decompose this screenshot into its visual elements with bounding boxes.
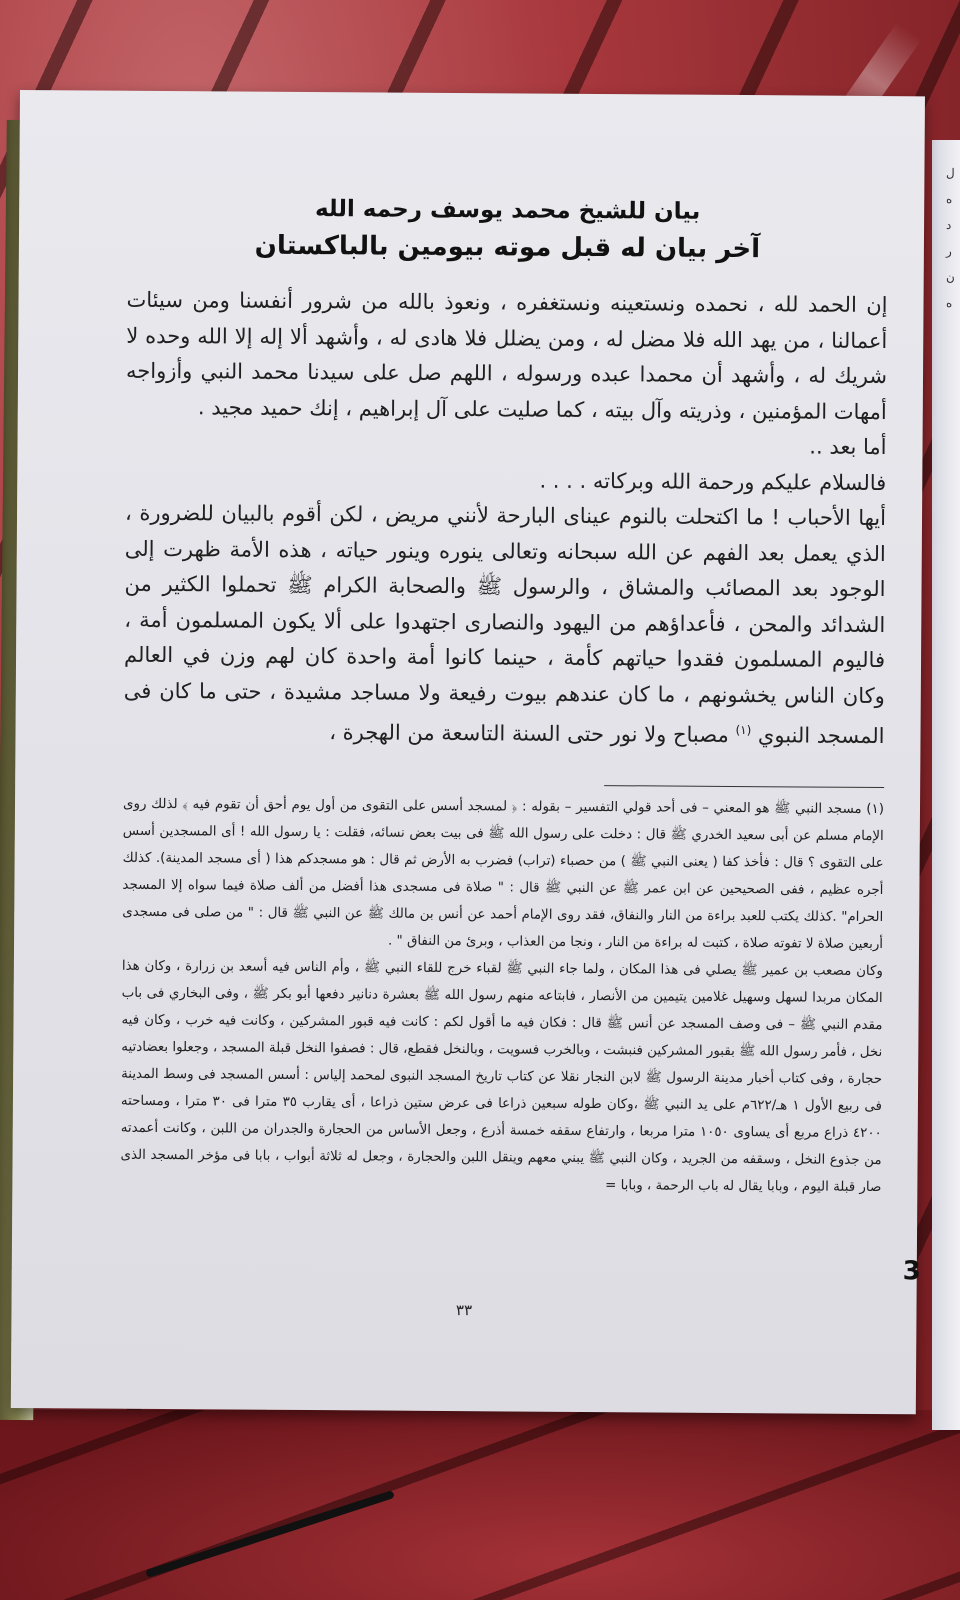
page-content [120,191,888,1201]
main-text [123,283,887,755]
adjacent-page-edge [932,140,960,1430]
page-number: ٣٣ [455,1301,473,1320]
paragraph-main-text: أيها الأحباب ! ما اكتحلت بالنوم عيناى البارحة لأنني مريض ، لكن أقوم بالبيان للضرورة ، الذي يعمل بعد الفهم عن الله سبحانه وتعالى ينوره وينور حياته ، هذه الأمة ظهرت إلى الوجود بعد المصائب والمشاق ، والرسول ﷺ والصحابة الكرام ﷺ تحملوا الكثير من الشدائد والمحن ، فأعداؤهم من اليهود والنصارى اجتهدوا على ألا يكون المسلمون أمة ، فاليوم المسلمون فقدوا حياتهم كأمة ، حينما كانوا أمة واحدة كان لهم وزن في العالم وكان الناس يخشونهم ، ما كان عندهم بيوت رفيعة ولا مساجد مشيدة ، حتى ما كان فى المسجد النبوي [123,500,887,749]
paragraph-opening: إن الحمد لله ، نحمده ونستعينه ونستغفره ، ونعوذ بالله من شرور أنفسنا ومن سيئات أعمالنا ، من يهد الله فلا مضل له ، ومن يضلل فلا هادى له ، وأشهد ألا إله إلا الله وحده لا شريك له ، وأشهد أن محمدا عبده ورسوله ، اللهم صل على سيدنا محمد النبي وأزواجه أمهات المؤمنين ، وذريته وآل بيته ، كما صليت على آل إبراهيم ، إنك حميد مجيد . [125,287,888,424]
adjacent-page-glyphs: ل ه د ر ن ه [946,166,955,310]
footnote-divider [604,785,884,788]
footnotes [120,790,884,1200]
paragraph-main-end: مصباح ولا نور حتى السنة التاسعة من الهجرة ، [329,720,729,747]
paragraph-salam: فالسلام عليكم ورحمة الله وبركاته . . . . [539,468,887,495]
margin-number: 3 [902,1256,921,1287]
footnote-1: (١) مسجد النبي ﷺ هو المعني – فى أحد قولي التفسير – بقوله : ﴿ لمسجد أسس على التقوى من أول يوم أحق أن تقوم فيه ﴾ لذلك روى الإمام مسلم عن أبى سعيد الخدري ﷺ قال : دخلت على رسول الله ﷺ فى بيت بعض نسائه، فقلت : يا رسول الله ! أى المسجدين أسس على التقوى ؟ قال : فأخذ كفا ( يعنى النبي ﷺ ) من حصباء (تراب) فضرب به الأرض ثم قال : هو مسجدكم هذا ( أى مسجد المدينة). كذلك أجره عظيم ، ففى الصحيحين عن ابن عمر ﷺ عن النبي ﷺ قال : " صلاة فى مسجدى هذا أفضل من ألف صلاة فيما سواه إلا المسجد الحرام" .كذلك يكتب للعبد براءة من النار والنفاق، فقد روى الإمام أحمد عن أنس بن مالك ﷺ عن النبي ﷺ قال : " من صلى فى مسجدى أربعين صلاة لا تفوته صلاة ، كتبت له براءة من النار ، ونجا من العذاب ، وبرئ من النفاق " . [122,796,885,952]
paragraph-amma-baad: أما بعد .. [809,434,887,460]
page-subtitle: آخر بيان له قبل موته بيومين بالباكستان [254,230,761,265]
paragraph-main [123,496,886,755]
book-page [11,90,925,1414]
page-title: بيان للشيخ محمد يوسف رحمه الله [314,196,701,225]
background-fabric-bottom [0,1410,960,1600]
footnote-2: وكان مصعب بن عمير ﷺ يصلي فى هذا المكان ، ولما جاء النبي ﷺ لقباء خرج للقاء النبي ﷺ ، وأم الناس فيه أسعد بن زرارة ، وكان هذا المكان مربدا لسهل وسهيل غلامين يتيمين من الأنصار ، فابتاعه منهم رسول الله ﷺ بعشرة دنانير دفعها أبو بكر ﷺ ، وفى البخاري فى باب مقدم النبي ﷺ – فى وصف المسجد عن أنس ﷺ قال : فكان فيه ما أقول لكم : كانت فيه قبور المشركين ، وكانت فيه خرب ، وكان فيه نخل ، فأمر رسول الله ﷺ بقبور المشركين فنبشت ، وبالخرب فسويت ، وبالنخل فقطع، قال : فصفوا النخل قبلة المسجد ، وجعلوا بعضادتيه حجارة ، وفى كتاب أخبار مدينة الرسول ﷺ لابن النجار نقلا عن كتاب تاريخ المسجد النبوى لمحمد إلياس : أسس المسجد فى وسط المدينة فى ربيع الأول ١ هـ/٦٢٢م على يد النبي ﷺ ،وكان طوله سبعين ذراعا فى عرض ستين ذراعا ، أى يقارب ٣٥ مترا فى ٣٠ مترا ، ومساحته ٤٢٠٠ ذراع مربع أى يساوى ١٠٥٠ مترا مربعا ، وارتفاع سقفه خمسة أذرع ، وجعل الأساس من الحجارة والجدران من اللبن ، وكانت أعمدته من جذوع النخل ، وسقفه من الجريد ، وكان النبي ﷺ يبني معهم وينقل اللبن والحجارة ، وجعل له ثلاثة أبواب ، بابا فى مؤخر المسجد الذى صار قبلة اليوم ، وبابا يقال له باب الرحمة ، وبابا = [120,958,883,1195]
footnote-marker: (١) [735,723,752,738]
